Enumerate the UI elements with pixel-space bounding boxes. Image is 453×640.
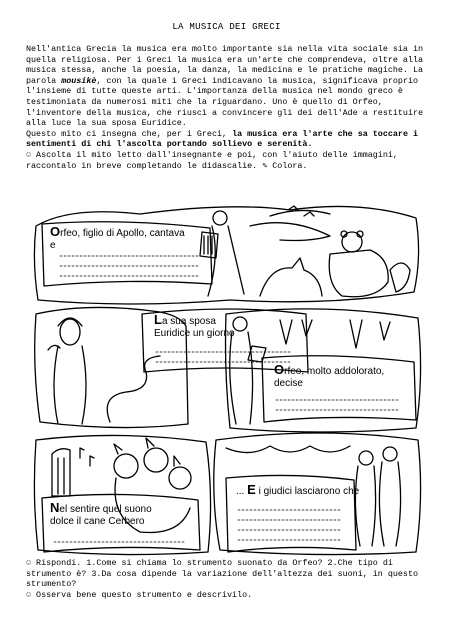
question-answer: ☺ Rispondi. 1.Come si chiama lo strumento suonato da Orfeo? 2.Che tipo di strumento è? 3.Da cosa dipende la variazione dell'altezza dei suoni, in questo strumento? — [26, 558, 419, 590]
caption-3: Orfeo, molto addolorato, decise — [274, 362, 385, 389]
question-describe: ☺ Osserva bene questo strumento e descrivilo. — [26, 589, 253, 600]
wolf-animal — [260, 258, 322, 296]
orpheus-figure-2 — [230, 317, 266, 424]
caption-1: Orfeo, figlio di Apollo, cantava e — [50, 224, 185, 251]
intro-paragraph-1: Nell'antica Grecia la musica era molto importante sia nella vita sociale sia in quella religiosa. Per i Greci la musica era un'arte che comprendeva, oltre alla musica stessa, anche la poesia, la danza, la medicina e le pratiche magiche. La parola mousikè, con la quale i Greci indicavano la musica, significava proprio l'insieme di tutte queste arti. L'importanza della musica nel mondo greco è testimoniata da numerosi miti che la riguardano. Uno è quello di Orfeo, l'inventore della musica, che riuscì a convincere gli dei dell'Ade a restituire alla luce la sua sposa Euridice. — [26, 44, 424, 129]
key-sentence: la musica era l'arte che sa toccare i sentimenti di chi l'ascolta portando sollievo e serenità. — [26, 128, 419, 150]
mousike-word: mousikè — [61, 75, 97, 86]
euridice-figure — [48, 318, 86, 424]
caption-5: ... E i giudici lasciarono che — [236, 482, 360, 497]
harp-instrument — [52, 449, 70, 496]
intro-text — [26, 44, 431, 171]
footer-questions — [26, 558, 431, 600]
snake — [107, 356, 160, 422]
bear-animal — [329, 231, 388, 297]
intro-paragraph-2: Questo mito ci insegna che, per i Greci, la musica era l'arte che sa toccare i sentimenti di chi l'ascolta portando sollievo e serenità. — [26, 128, 419, 150]
instruction-listen: ☺ Ascolta il mito letto dall'insegnante e poi, con l'aiuto delle immagini, raccontalo in breve completando le didascalie. ✎ Colora. — [26, 149, 398, 171]
page-title: LA MUSICA DEI GRECI — [172, 22, 281, 32]
comic-strip — [30, 196, 425, 556]
caption-2: La sua sposa Euridice un giorno — [154, 312, 235, 339]
orpheus-euridice-figures — [355, 447, 400, 546]
caption-4: Nel sentire quel suono dolce il cane Cerbero — [50, 500, 152, 527]
